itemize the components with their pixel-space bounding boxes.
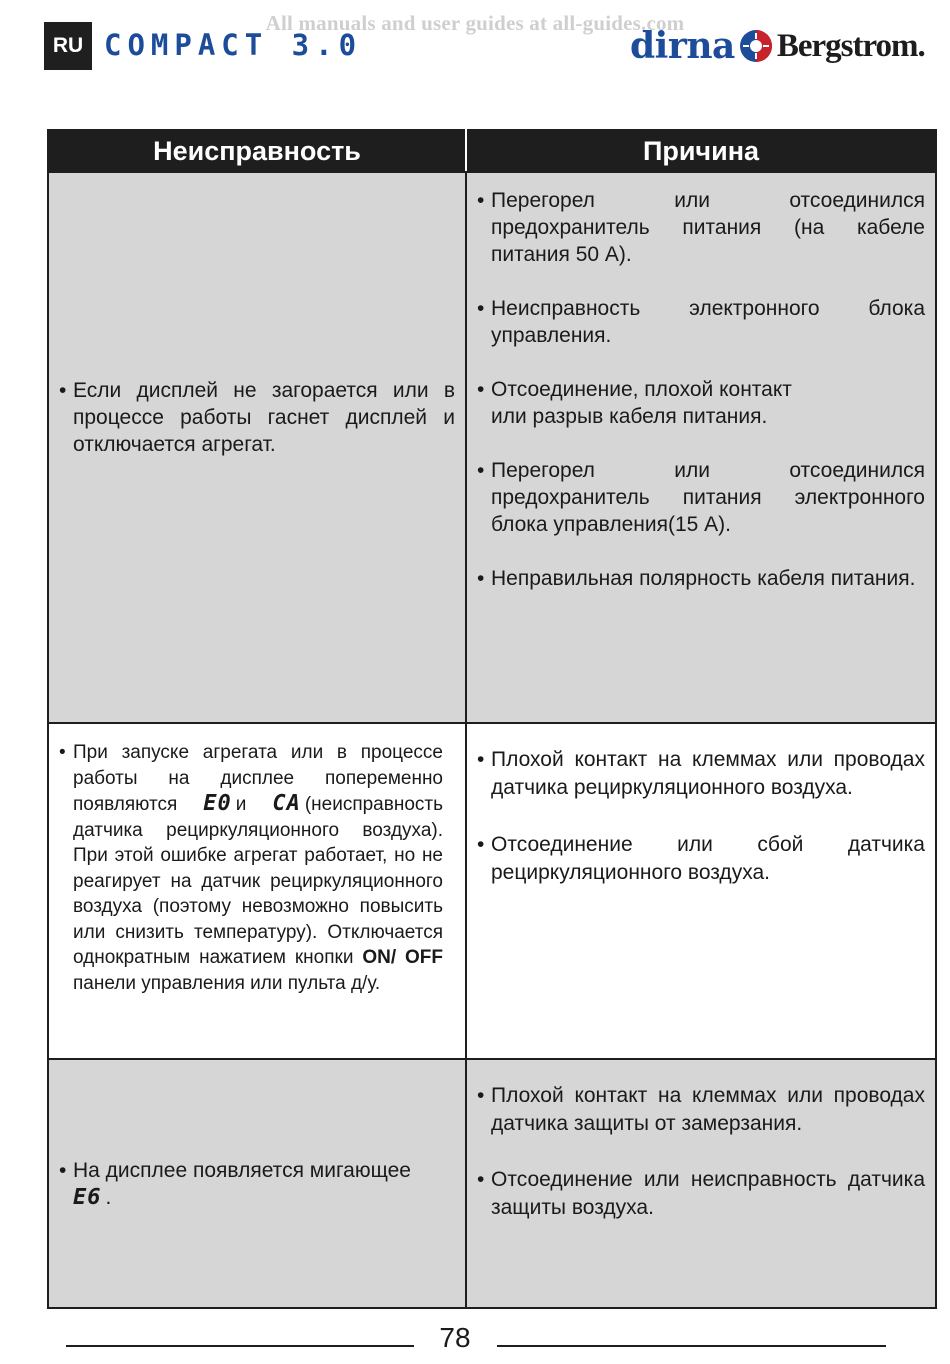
watermark: All manuals and user guides at all-guides.com <box>265 11 685 35</box>
snowflake-sun-icon <box>739 29 773 63</box>
language-badge: RU <box>44 22 92 70</box>
brand-dirna-text: dirna <box>630 25 735 67</box>
brand-logo <box>630 24 925 68</box>
cause-text: Отсоединение или сбой датчика рециркуляционного воздуха. <box>491 833 925 884</box>
cause-cell <box>466 1059 936 1308</box>
page-number: 78 <box>439 1322 471 1353</box>
fault-text: Если дисплей не загорается или в процессе работы гаснет дисплей и отключается агрегат. <box>73 379 455 456</box>
column-header-cause: Причина <box>466 130 936 172</box>
cause-text: Перегорел или отсоединился предохранитель питания (на кабеле питания 50 А). <box>491 189 925 266</box>
footer-rule-left <box>66 1345 414 1347</box>
product-title: COMPACT 3.0 <box>104 28 363 62</box>
bullet: • <box>477 833 485 856</box>
brand-bergstrom-text: Bergstrom. <box>776 27 925 64</box>
bullet: • <box>477 1084 485 1107</box>
bullet: • <box>477 459 485 482</box>
cause-cell <box>466 723 936 1059</box>
cause-text: Неправильная полярность кабеля питания. <box>491 567 916 590</box>
bullet: • <box>59 1158 67 1182</box>
bullet: • <box>477 567 485 590</box>
bullet: • <box>477 1168 485 1191</box>
bullet: • <box>477 748 485 771</box>
on-off-button-label: ON/ OFF <box>362 947 443 968</box>
cause-text: Перегорел или отсоединился предохранитель питания электронного блока управления(15 А). <box>491 459 925 536</box>
troubleshooting-table <box>47 129 937 1309</box>
fault-text: На дисплее появляется мигающее E6 . <box>73 1158 411 1210</box>
cause-text: Неисправность электронного блока управления. <box>491 297 925 347</box>
bullet: • <box>477 189 485 212</box>
bullet: • <box>477 297 485 320</box>
table-row <box>48 172 936 723</box>
table-header-row <box>48 130 936 172</box>
bullet: • <box>59 379 67 402</box>
cause-text: Отсоединение или неисправность датчика защиты воздуха. <box>491 1168 925 1219</box>
table-row <box>48 723 936 1059</box>
error-code-e6: E6 <box>73 1184 102 1210</box>
bullet: • <box>59 742 66 763</box>
column-header-fault: Неисправность <box>48 130 466 172</box>
bullet: • <box>477 378 485 401</box>
table-row <box>48 1059 936 1308</box>
error-code-e0: E0 <box>203 791 232 816</box>
footer-rule-right <box>497 1345 886 1347</box>
fault-cell <box>48 1059 466 1308</box>
error-code-ca: CA <box>272 791 301 816</box>
fault-cell <box>48 723 466 1059</box>
cause-text: Плохой контакт на клеммах или проводах датчика рециркуляционного воздуха. <box>491 748 925 799</box>
cause-text: Плохой контакт на клеммах или проводах датчика защиты от замерзания. <box>491 1084 925 1135</box>
fault-text: При запуске агрегата или в процессе работы на дисплее попеременно появляются E0 и CA (неисправность датчика рециркуляционного воздуха). При этой ошибке агрегат работает, но не реагирует на датчик рециркуляционного воздуха (поэтому невозможно повысить или снизить температуру). Отключается однократным нажатием кнопки ON/ OFF панели управления или пульта д/у. <box>73 742 444 994</box>
cause-cell <box>466 172 936 723</box>
cause-text: Отсоединение, плохой контакт или разрыв кабеля питания. <box>491 378 792 428</box>
fault-cell <box>48 172 466 723</box>
